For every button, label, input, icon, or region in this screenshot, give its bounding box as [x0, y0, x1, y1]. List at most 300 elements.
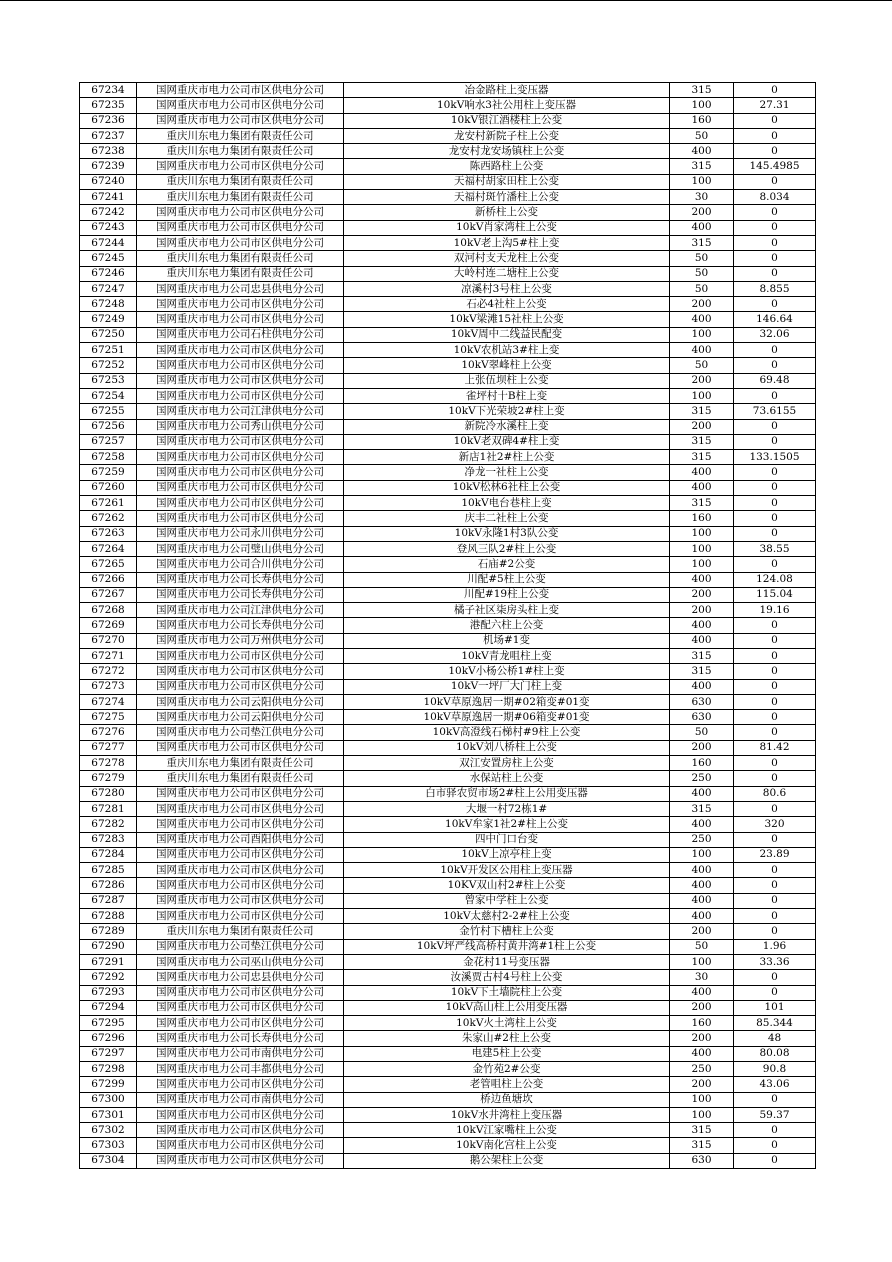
- transformer-name-cell: 橘子社区柒房头柱上变: [344, 603, 670, 618]
- capacity-cell: 50: [670, 939, 734, 954]
- value-cell: 0: [734, 633, 816, 648]
- record-id-cell: 67292: [80, 970, 137, 985]
- company-cell: 国网重庆市电力公司市区供电分公司: [137, 113, 344, 128]
- capacity-cell: 200: [670, 587, 734, 602]
- transformer-name-cell: 10kV江家嘴柱上公变: [344, 1123, 670, 1138]
- transformer-name-cell: 10kV刘八桥柱上公变: [344, 740, 670, 755]
- transformer-name-cell: 石必4社柱上公变: [344, 297, 670, 312]
- transformer-name-cell: 10KV双山村2#柱上公变: [344, 878, 670, 893]
- capacity-cell: 200: [670, 419, 734, 434]
- company-cell: 国网重庆市电力公司酉阳供电分公司: [137, 832, 344, 847]
- value-cell: 0: [734, 205, 816, 220]
- table-row: [80, 128, 816, 143]
- value-cell: 69.48: [734, 373, 816, 388]
- value-cell: 90.8: [734, 1062, 816, 1077]
- company-cell: 国网重庆市电力公司市区供电分公司: [137, 83, 344, 98]
- value-cell: 0: [734, 434, 816, 449]
- transformer-name-cell: 10kV坪严线高桥村黄井湾#1柱上公变: [344, 939, 670, 954]
- value-cell: 0: [734, 909, 816, 924]
- table-row: [80, 572, 816, 587]
- capacity-cell: 315: [670, 648, 734, 663]
- capacity-cell: 160: [670, 1016, 734, 1031]
- transformer-name-cell: 10kV下土墙院柱上公变: [344, 985, 670, 1000]
- record-id-cell: 67237: [80, 128, 137, 143]
- capacity-cell: 315: [670, 801, 734, 816]
- value-cell: 32.06: [734, 327, 816, 342]
- transformer-name-cell: 10kV火土湾柱上公变: [344, 1016, 670, 1031]
- record-id-cell: 67300: [80, 1092, 137, 1107]
- table-row: [80, 725, 816, 740]
- table-row: [80, 954, 816, 969]
- table-row: [80, 1046, 816, 1061]
- value-cell: 0: [734, 343, 816, 358]
- transformer-name-cell: 曾家中学柱上公变: [344, 893, 670, 908]
- capacity-cell: 200: [670, 1031, 734, 1046]
- transformer-name-cell: 天福村斑竹潘柱上公变: [344, 190, 670, 205]
- company-cell: 国网重庆市电力公司忠县供电分公司: [137, 281, 344, 296]
- capacity-cell: 100: [670, 541, 734, 556]
- table-row: [80, 847, 816, 862]
- company-cell: 国网重庆市电力公司璧山供电分公司: [137, 541, 344, 556]
- record-id-cell: 67276: [80, 725, 137, 740]
- company-cell: 国网重庆市电力公司市区供电分公司: [137, 358, 344, 373]
- record-id-cell: 67268: [80, 603, 137, 618]
- capacity-cell: 50: [670, 358, 734, 373]
- value-cell: 0: [734, 496, 816, 511]
- value-cell: 0: [734, 1092, 816, 1107]
- record-id-cell: 67281: [80, 801, 137, 816]
- record-id-cell: 67244: [80, 235, 137, 250]
- table-row: [80, 496, 816, 511]
- value-cell: 0: [734, 771, 816, 786]
- record-id-cell: 67263: [80, 526, 137, 541]
- record-id-cell: 67250: [80, 327, 137, 342]
- page-top-rule: [0, 0, 892, 1]
- transformer-name-cell: 双江安置房柱上公变: [344, 756, 670, 771]
- transformer-name-cell: 登风三队2#柱上公变: [344, 541, 670, 556]
- record-id-cell: 67258: [80, 450, 137, 465]
- capacity-cell: 50: [670, 128, 734, 143]
- value-cell: 0: [734, 985, 816, 1000]
- value-cell: 320: [734, 817, 816, 832]
- record-id-cell: 67303: [80, 1138, 137, 1153]
- record-id-cell: 67247: [80, 281, 137, 296]
- value-cell: 115.04: [734, 587, 816, 602]
- value-cell: 0: [734, 893, 816, 908]
- capacity-cell: 630: [670, 1153, 734, 1168]
- company-cell: 国网重庆市电力公司石柱供电分公司: [137, 327, 344, 342]
- transformer-name-cell: 庆丰二社柱上公变: [344, 511, 670, 526]
- record-id-cell: 67290: [80, 939, 137, 954]
- transformer-name-cell: 10kV翠峰柱上公变: [344, 358, 670, 373]
- capacity-cell: 100: [670, 557, 734, 572]
- transformer-name-cell: 天福村胡家田柱上公变: [344, 174, 670, 189]
- transformer-name-cell: 10kV周中二线益民配变: [344, 327, 670, 342]
- capacity-cell: 315: [670, 496, 734, 511]
- table-row: [80, 159, 816, 174]
- capacity-cell: 50: [670, 266, 734, 281]
- record-id-cell: 67252: [80, 358, 137, 373]
- table-row: [80, 1062, 816, 1077]
- value-cell: 0: [734, 235, 816, 250]
- transformer-name-cell: 10kV下光荣坡2#柱上变: [344, 404, 670, 419]
- table-row: [80, 1077, 816, 1092]
- value-cell: 85.344: [734, 1016, 816, 1031]
- capacity-cell: 400: [670, 312, 734, 327]
- record-id-cell: 67243: [80, 220, 137, 235]
- transformer-name-cell: 四中门口台变: [344, 832, 670, 847]
- capacity-cell: 200: [670, 1077, 734, 1092]
- value-cell: 0: [734, 113, 816, 128]
- company-cell: 国网重庆市电力公司市区供电分公司: [137, 909, 344, 924]
- capacity-cell: 400: [670, 909, 734, 924]
- company-cell: 国网重庆市电力公司市区供电分公司: [137, 235, 344, 250]
- capacity-cell: 400: [670, 465, 734, 480]
- value-cell: 0: [734, 1153, 816, 1168]
- record-id-cell: 67245: [80, 251, 137, 266]
- record-id-cell: 67294: [80, 1000, 137, 1015]
- value-cell: 8.855: [734, 281, 816, 296]
- transformer-name-cell: 10kV高澄线石梯村#9柱上公变: [344, 725, 670, 740]
- transformer-name-cell: 大堰一村72栋1#: [344, 801, 670, 816]
- value-cell: 0: [734, 251, 816, 266]
- company-cell: 国网重庆市电力公司市区供电分公司: [137, 220, 344, 235]
- table-row: [80, 909, 816, 924]
- company-cell: 国网重庆市电力公司云阳供电分公司: [137, 694, 344, 709]
- company-cell: 国网重庆市电力公司秀山供电分公司: [137, 419, 344, 434]
- transformer-name-cell: 龙安村新院子柱上公变: [344, 128, 670, 143]
- transformer-name-cell: 10kV响水3社公用柱上变压器: [344, 98, 670, 113]
- transformer-name-cell: 水保站柱上公变: [344, 771, 670, 786]
- capacity-cell: 630: [670, 710, 734, 725]
- record-id-cell: 67253: [80, 373, 137, 388]
- value-cell: 101: [734, 1000, 816, 1015]
- transformer-name-cell: 10kV梁滩15社柱上公变: [344, 312, 670, 327]
- table-row: [80, 924, 816, 939]
- value-cell: 19.16: [734, 603, 816, 618]
- company-cell: 国网重庆市电力公司长寿供电分公司: [137, 587, 344, 602]
- transformer-name-cell: 10kV南化宫柱上公变: [344, 1138, 670, 1153]
- transformer-name-cell: 10kV肖家湾柱上公变: [344, 220, 670, 235]
- transformer-name-cell: 冶金路柱上变压器: [344, 83, 670, 98]
- value-cell: 0: [734, 725, 816, 740]
- record-id-cell: 67255: [80, 404, 137, 419]
- capacity-cell: 400: [670, 343, 734, 358]
- capacity-cell: 250: [670, 1062, 734, 1077]
- value-cell: 0: [734, 679, 816, 694]
- transformer-name-cell: 10kV银江酒楼柱上公变: [344, 113, 670, 128]
- table-row: [80, 511, 816, 526]
- company-cell: 国网重庆市电力公司江津供电分公司: [137, 603, 344, 618]
- table-row: [80, 679, 816, 694]
- capacity-cell: 100: [670, 526, 734, 541]
- transformer-name-cell: 10kV草原逸居一期#02箱变#01变: [344, 694, 670, 709]
- table-row: [80, 220, 816, 235]
- table-row: [80, 190, 816, 205]
- record-id-cell: 67264: [80, 541, 137, 556]
- capacity-cell: 315: [670, 83, 734, 98]
- record-id-cell: 67266: [80, 572, 137, 587]
- value-cell: 48: [734, 1031, 816, 1046]
- table-row: [80, 603, 816, 618]
- table-row: [80, 863, 816, 878]
- table-row: [80, 893, 816, 908]
- company-cell: 国网重庆市电力公司市区供电分公司: [137, 297, 344, 312]
- value-cell: 0: [734, 618, 816, 633]
- capacity-cell: 250: [670, 771, 734, 786]
- value-cell: 0: [734, 648, 816, 663]
- transformer-name-cell: 10kV太慈村2-2#柱上公变: [344, 909, 670, 924]
- table-row: [80, 373, 816, 388]
- value-cell: 145.4985: [734, 159, 816, 174]
- capacity-cell: 30: [670, 190, 734, 205]
- table-row: [80, 817, 816, 832]
- capacity-cell: 400: [670, 985, 734, 1000]
- capacity-cell: 315: [670, 235, 734, 250]
- company-cell: 国网重庆市电力公司市区供电分公司: [137, 373, 344, 388]
- transformer-name-cell: 新院冷水溪柱上变: [344, 419, 670, 434]
- transformer-name-cell: 10kV一坪厂大门柱上变: [344, 679, 670, 694]
- table-row: [80, 1000, 816, 1015]
- record-id-cell: 67301: [80, 1107, 137, 1122]
- company-cell: 国网重庆市电力公司市区供电分公司: [137, 740, 344, 755]
- record-id-cell: 67287: [80, 893, 137, 908]
- transformer-name-cell: 川配#19柱上公变: [344, 587, 670, 602]
- capacity-cell: 400: [670, 618, 734, 633]
- transformer-name-cell: 10kV小杨公桥1#柱上变: [344, 664, 670, 679]
- record-id-cell: 67269: [80, 618, 137, 633]
- capacity-cell: 100: [670, 388, 734, 403]
- table-row: [80, 526, 816, 541]
- company-cell: 国网重庆市电力公司市区供电分公司: [137, 1107, 344, 1122]
- table-row: [80, 388, 816, 403]
- record-id-cell: 67260: [80, 480, 137, 495]
- record-id-cell: 67259: [80, 465, 137, 480]
- capacity-cell: 100: [670, 1092, 734, 1107]
- table-row: [80, 297, 816, 312]
- record-id-cell: 67271: [80, 648, 137, 663]
- transformer-name-cell: 10kV开发区公用柱上变压器: [344, 863, 670, 878]
- company-cell: 国网重庆市电力公司长寿供电分公司: [137, 572, 344, 587]
- record-id-cell: 67298: [80, 1062, 137, 1077]
- company-cell: 国网重庆市电力公司市区供电分公司: [137, 434, 344, 449]
- value-cell: 0: [734, 801, 816, 816]
- company-cell: 国网重庆市电力公司市区供电分公司: [137, 388, 344, 403]
- company-cell: 国网重庆市电力公司市区供电分公司: [137, 511, 344, 526]
- table-row: [80, 786, 816, 801]
- table-row: [80, 633, 816, 648]
- table-row: [80, 710, 816, 725]
- company-cell: 国网重庆市电力公司市区供电分公司: [137, 847, 344, 862]
- record-id-cell: 67274: [80, 694, 137, 709]
- table-row: [80, 266, 816, 281]
- record-id-cell: 67299: [80, 1077, 137, 1092]
- capacity-cell: 400: [670, 144, 734, 159]
- spreadsheet-page: [79, 82, 814, 1169]
- transformer-name-cell: 金竹村下槽柱上公变: [344, 924, 670, 939]
- value-cell: 80.08: [734, 1046, 816, 1061]
- record-id-cell: 67280: [80, 786, 137, 801]
- table-row: [80, 450, 816, 465]
- table-row: [80, 939, 816, 954]
- record-id-cell: 67277: [80, 740, 137, 755]
- table-row: [80, 801, 816, 816]
- value-cell: 0: [734, 878, 816, 893]
- company-cell: 国网重庆市电力公司市南供电分公司: [137, 1046, 344, 1061]
- value-cell: 23.89: [734, 847, 816, 862]
- company-cell: 国网重庆市电力公司巫山供电分公司: [137, 954, 344, 969]
- table-row: [80, 419, 816, 434]
- value-cell: 59.37: [734, 1107, 816, 1122]
- capacity-cell: 200: [670, 740, 734, 755]
- table-row: [80, 832, 816, 847]
- company-cell: 国网重庆市电力公司垫江供电分公司: [137, 725, 344, 740]
- company-cell: 国网重庆市电力公司市区供电分公司: [137, 98, 344, 113]
- value-cell: 0: [734, 557, 816, 572]
- company-cell: 国网重庆市电力公司垫江供电分公司: [137, 939, 344, 954]
- record-id-cell: 67248: [80, 297, 137, 312]
- capacity-cell: 160: [670, 113, 734, 128]
- transformer-name-cell: 港配六柱上公变: [344, 618, 670, 633]
- company-cell: 国网重庆市电力公司市区供电分公司: [137, 893, 344, 908]
- value-cell: 8.034: [734, 190, 816, 205]
- value-cell: 124.08: [734, 572, 816, 587]
- value-cell: 81.42: [734, 740, 816, 755]
- company-cell: 国网重庆市电力公司市区供电分公司: [137, 205, 344, 220]
- record-id-cell: 67246: [80, 266, 137, 281]
- value-cell: 0: [734, 664, 816, 679]
- table-row: [80, 1138, 816, 1153]
- record-id-cell: 67283: [80, 832, 137, 847]
- transformer-name-cell: 双河村支天龙柱上公变: [344, 251, 670, 266]
- capacity-cell: 400: [670, 679, 734, 694]
- transformer-name-cell: 鹅公架柱上公变: [344, 1153, 670, 1168]
- company-cell: 重庆川东电力集团有限责任公司: [137, 756, 344, 771]
- transformer-name-cell: 净龙一社柱上公变: [344, 465, 670, 480]
- value-cell: 0: [734, 511, 816, 526]
- table-row: [80, 205, 816, 220]
- value-cell: 33.36: [734, 954, 816, 969]
- capacity-cell: 160: [670, 511, 734, 526]
- record-id-cell: 67284: [80, 847, 137, 862]
- transformer-name-cell: 川配#5柱上公变: [344, 572, 670, 587]
- company-cell: 重庆川东电力集团有限责任公司: [137, 174, 344, 189]
- value-cell: 0: [734, 465, 816, 480]
- table-row: [80, 1107, 816, 1122]
- record-id-cell: 67236: [80, 113, 137, 128]
- capacity-cell: 315: [670, 159, 734, 174]
- record-id-cell: 67265: [80, 557, 137, 572]
- record-id-cell: 67285: [80, 863, 137, 878]
- transformer-name-cell: 10kV上凉亭柱上变: [344, 847, 670, 862]
- value-cell: 0: [734, 388, 816, 403]
- value-cell: 0: [734, 419, 816, 434]
- capacity-cell: 400: [670, 893, 734, 908]
- capacity-cell: 200: [670, 924, 734, 939]
- company-cell: 国网重庆市电力公司市区供电分公司: [137, 648, 344, 663]
- company-cell: 国网重庆市电力公司江津供电分公司: [137, 404, 344, 419]
- capacity-cell: 400: [670, 633, 734, 648]
- company-cell: 国网重庆市电力公司市区供电分公司: [137, 664, 344, 679]
- transformer-name-cell: 10kV松林6社柱上公变: [344, 480, 670, 495]
- company-cell: 国网重庆市电力公司万州供电分公司: [137, 633, 344, 648]
- value-cell: 0: [734, 710, 816, 725]
- company-cell: 国网重庆市电力公司市区供电分公司: [137, 679, 344, 694]
- value-cell: 0: [734, 297, 816, 312]
- record-id-cell: 67295: [80, 1016, 137, 1031]
- capacity-cell: 50: [670, 281, 734, 296]
- company-cell: 国网重庆市电力公司长寿供电分公司: [137, 618, 344, 633]
- record-id-cell: 67282: [80, 817, 137, 832]
- record-id-cell: 67288: [80, 909, 137, 924]
- company-cell: 国网重庆市电力公司市区供电分公司: [137, 817, 344, 832]
- table-row: [80, 404, 816, 419]
- table-row: [80, 1153, 816, 1168]
- record-id-cell: 67289: [80, 924, 137, 939]
- record-id-cell: 67293: [80, 985, 137, 1000]
- capacity-cell: 400: [670, 480, 734, 495]
- record-id-cell: 67267: [80, 587, 137, 602]
- table-row: [80, 144, 816, 159]
- company-cell: 重庆川东电力集团有限责任公司: [137, 771, 344, 786]
- transformer-name-cell: 大岭村连二塘柱上公变: [344, 266, 670, 281]
- value-cell: 0: [734, 144, 816, 159]
- table-row: [80, 281, 816, 296]
- table-row: [80, 694, 816, 709]
- capacity-cell: 315: [670, 664, 734, 679]
- value-cell: 0: [734, 970, 816, 985]
- transformer-name-cell: 10kV农机站3#柱上变: [344, 343, 670, 358]
- table-row: [80, 648, 816, 663]
- record-id-cell: 67291: [80, 954, 137, 969]
- record-id-cell: 67249: [80, 312, 137, 327]
- table-row: [80, 343, 816, 358]
- capacity-cell: 315: [670, 404, 734, 419]
- record-id-cell: 67238: [80, 144, 137, 159]
- record-id-cell: 67297: [80, 1046, 137, 1061]
- value-cell: 133.1505: [734, 450, 816, 465]
- value-cell: 1.96: [734, 939, 816, 954]
- transformer-name-cell: 朱家山#2柱上公变: [344, 1031, 670, 1046]
- capacity-cell: 400: [670, 220, 734, 235]
- record-id-cell: 67256: [80, 419, 137, 434]
- value-cell: 0: [734, 220, 816, 235]
- capacity-cell: 100: [670, 1107, 734, 1122]
- table-row: [80, 664, 816, 679]
- table-row: [80, 235, 816, 250]
- value-cell: 43.06: [734, 1077, 816, 1092]
- table-row: [80, 1031, 816, 1046]
- transformer-table: [79, 82, 816, 1169]
- value-cell: 73.6155: [734, 404, 816, 419]
- table-row: [80, 83, 816, 98]
- company-cell: 国网重庆市电力公司市区供电分公司: [137, 1000, 344, 1015]
- record-id-cell: 67251: [80, 343, 137, 358]
- table-row: [80, 113, 816, 128]
- company-cell: 国网重庆市电力公司合川供电分公司: [137, 557, 344, 572]
- capacity-cell: 250: [670, 832, 734, 847]
- record-id-cell: 67270: [80, 633, 137, 648]
- transformer-name-cell: 陈西路柱上公变: [344, 159, 670, 174]
- record-id-cell: 67279: [80, 771, 137, 786]
- value-cell: 0: [734, 174, 816, 189]
- capacity-cell: 100: [670, 98, 734, 113]
- transformer-name-cell: 金花村11号变压器: [344, 954, 670, 969]
- company-cell: 国网重庆市电力公司市区供电分公司: [137, 1138, 344, 1153]
- capacity-cell: 200: [670, 373, 734, 388]
- company-cell: 国网重庆市电力公司市区供电分公司: [137, 312, 344, 327]
- transformer-name-cell: 汝溪贾古村4号柱上公变: [344, 970, 670, 985]
